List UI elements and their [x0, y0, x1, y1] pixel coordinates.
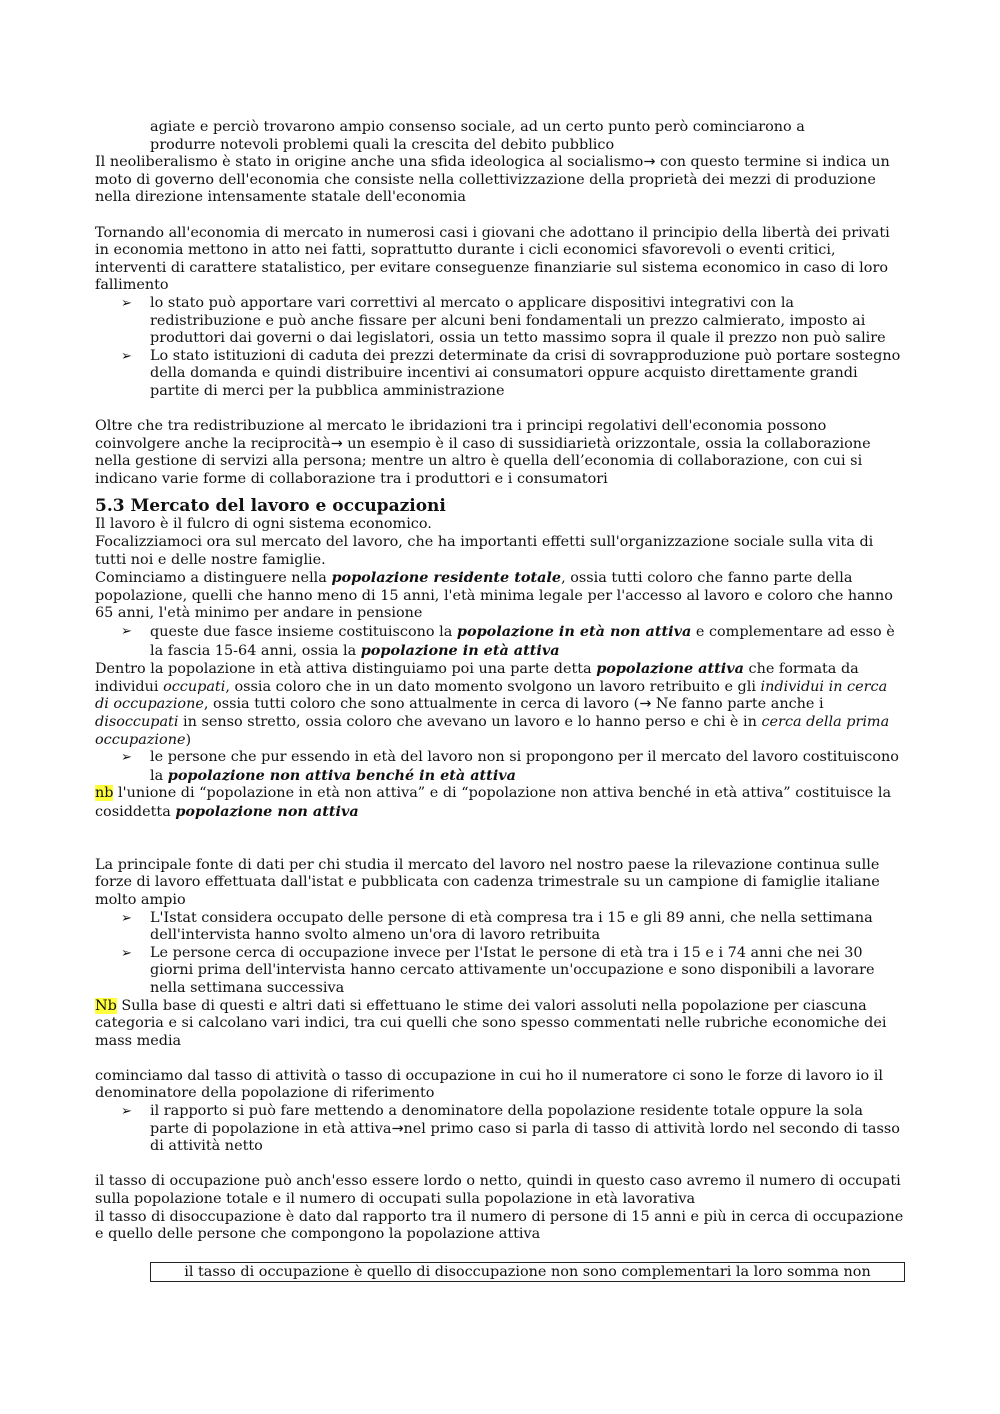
arrow-bullet-icon: ➢: [121, 945, 132, 961]
paragraph-data-source: La principale fonte di dati per chi studia il mercato del lavoro nel nostro paese la rilevazione continua sulle forze di lavoro effettuata dall'istat e pubblicata con cadenza trimestrale su un campione di famiglie italiane molto ampio: [95, 856, 880, 908]
arrow-bullet-icon: ➢: [121, 1104, 132, 1120]
note-highlight: nb: [95, 785, 114, 802]
bullet-list: [95, 295, 905, 401]
arrow-bullet-icon: ➢: [121, 750, 132, 766]
list-item: ➢ L'Istat considera occupato delle persone di età compresa tra i 15 e gli 89 anni, che nella settimana dell'intervista hanno svolto almeno un'ora di lavoro retribuita: [121, 909, 873, 944]
section-heading: 5.3 Mercato del lavoro e occupazioni: [95, 496, 446, 517]
list-item: ➢ il rapporto si può fare mettendo a denominatore della popolazione residente totale oppure la sola parte di popolazione in età attiva→nel primo caso si parla di tasso di attività lordo nel secondo di tasso di attività netto: [121, 1103, 900, 1155]
arrow-icon: →: [391, 1120, 404, 1137]
paragraph-active-population: Dentro la popolazione in età attiva distinguiamo poi una parte detta popolazione attiva che formata da individui occupati, ossia coloro che in un dato momento svolgono un lavoro retribuito e gli individui in cerca di occupazione, ossia tutti coloro che sono attualmente in cerca di lavoro (→ Ne fanno parte anche i disoccupati in senso stretto, ossia coloro che avevano un lavoro e lo hanno perso e chi è in cerca della prima occupazione): [95, 660, 890, 748]
paragraph-focus: Focalizziamoci ora sul mercato del lavoro, che ha importanti effetti sull'organizzazione sociale sulla vita di tutti noi e delle nostre famiglie.: [95, 534, 874, 568]
list-item: ➢ le persone che pur essendo in età del lavoro non si propongono per il mercato del lavoro costituiscono la popolazione non attiva benché in età attiva: [121, 749, 899, 784]
arrow-icon: →: [643, 154, 656, 171]
arrow-bullet-icon: ➢: [121, 910, 132, 926]
arrow-bullet-icon: ➢: [121, 295, 132, 311]
bullet-list: [95, 910, 905, 998]
paragraph-continuation: agiate e perciò trovarono ampio consenso sociale, ad un certo punto però cominciarono a produrre notevoli problemi quali la crescita del debito pubblico: [150, 119, 805, 153]
paragraph-neoliberalism: Il neoliberalismo è stato in origine anche una sfida ideologica al socialismo→ con questo termine si indica un moto di governo dell'economia che consiste nella collettivizzazione della proprietà dei mezzi di produzione nella direzione intensamente statale dell'economia: [95, 154, 890, 206]
note-estimates: Nb Sulla base di questi e altri dati si effettuano le stime dei valori assoluti nella popolazione per ciascuna categoria e si calcolano vari indici, tra cui quelli che sono spesso commentati nelle rubriche economiche dei mass media: [95, 997, 887, 1049]
paragraph-market-economy: Tornando all'economia di mercato in numerosi casi i giovani che adottano il principio della libertà dei privati in economia mettono in atto nei fatti, soprattutto durante i cicli economici sfavorevoli o eventi critici, interventi di carattere statalistico, per evitare conseguenze finanziarie sul sistema economico in caso di loro fallimento: [95, 224, 890, 294]
list-item: ➢ queste due fasce insieme costituiscono la popolazione in età non attiva e complementare ad esso è la fascia 15-64 anni, ossia la popolazione in età attiva: [121, 623, 895, 659]
bullet-list: [95, 749, 905, 785]
arrow-bullet-icon: ➢: [121, 348, 132, 364]
list-item: ➢ Le persone cerca di occupazione invece per l'Istat le persone di età tra i 15 e i 74 anni che nei 30 giorni prima dell'intervista hanno cercato attivamente un'occupazione e sono disponibili a lavorare nella settimana successiva: [121, 944, 875, 996]
paragraph-resident-population: Cominciamo a distinguere nella popolazione residente totale, ossia tutti coloro che fanno parte della popolazione, quelli che hanno meno di 15 anni, l'età minima legale per l'accesso al lavoro e coloro che hanno 65 anni, l'età minimo per andare in pensione: [95, 569, 893, 622]
list-item: ➢ Lo stato istituzioni di caduta dei prezzi determinate da crisi di sovrapproduzione può portare sostegno della domanda e quindi distribuire incentivi ai consumatori oppure acquisto direttamente grandi partite di merci per la pubblica amministrazione: [121, 347, 901, 399]
paragraph-activity-rate: cominciamo dal tasso di attività o tasso di occupazione in cui ho il numeratore ci sono le forze di lavoro io il denominatore della popolazione di riferimento: [95, 1067, 883, 1102]
paragraph-unemployment-rate: il tasso di disoccupazione è dato dal rapporto tra il numero di persone di 15 anni e più in cerca di occupazione e quello delle persone che compongono la popolazione attiva: [95, 1208, 904, 1243]
arrow-icon: →: [639, 696, 652, 713]
paragraph-hybridization: Oltre che tra redistribuzione al mercato le ibridazioni tra i principi regolativi dell'economia possono coinvolgere anche la reciprocità→ un esempio è il caso di sussidiarietà orizzontale, ossia la collaborazione nella gestione di servizi alla persona; mentre un altro è quella dell’economia di collaborazione, con cui si indicano varie forme di collaborazione tra i produttori e i consumatori: [95, 418, 871, 487]
boxed-note: il tasso di occupazione è quello di disoccupazione non sono complementari la loro somma non: [150, 1262, 905, 1282]
note-highlight: Nb: [95, 997, 117, 1014]
bullet-list: [95, 1103, 905, 1156]
list-item: ➢ lo stato può apportare vari correttivi al mercato o applicare dispositivi integrativi con la redistribuzione e può anche fissare per alcuni beni fondamentali un prezzo calmierato, imposto ai produttori dai governi o dai legislatori, ossia un tetto massimo sopra il quale il prezzo non può salire: [121, 294, 886, 347]
document-page: [95, 119, 905, 1282]
bullet-list: [95, 623, 905, 660]
note-nonactive: nb l'unione di “popolazione in età non attiva” e di “popolazione non attiva benché in età attiva” costituisce la cosiddetta popolazione non attiva: [95, 785, 892, 820]
arrow-icon: →: [330, 435, 343, 452]
arrow-bullet-icon: ➢: [121, 624, 132, 640]
paragraph-work-fulcrum: Il lavoro è il fulcro di ogni sistema economico.: [95, 516, 432, 533]
paragraph-occupation-rate: il tasso di occupazione può anch'esso essere lordo o netto, quindi in questo caso avremo il numero di occupati sulla popolazione totale e il numero di occupati sulla popolazione in età lavorativa: [95, 1173, 901, 1208]
